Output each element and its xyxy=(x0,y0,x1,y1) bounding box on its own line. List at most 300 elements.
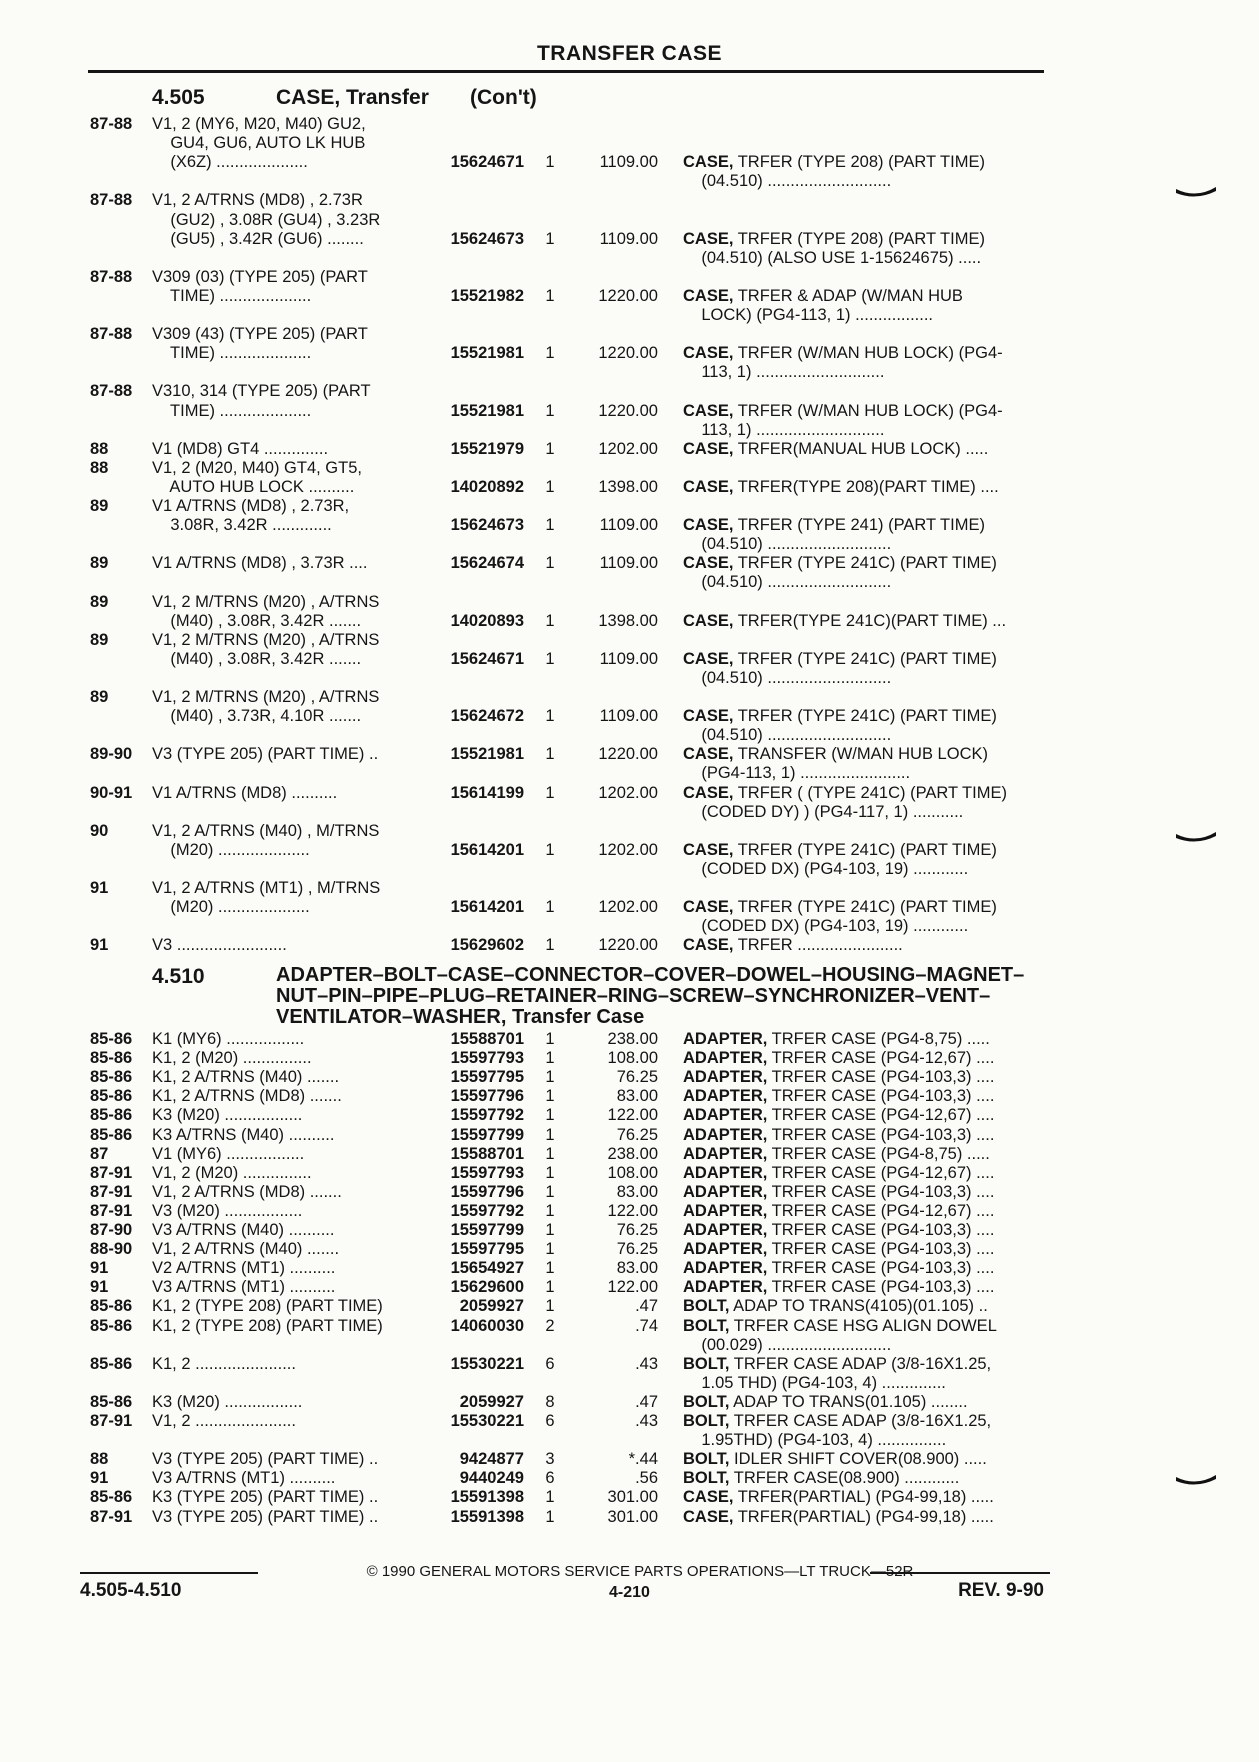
year-cell: 91 xyxy=(90,879,109,897)
year-cell: 85-86 xyxy=(90,1125,133,1144)
punch-mark-icon xyxy=(1176,830,1216,846)
part-name-detail: TRFER CASE (PG4-12,67) .... xyxy=(767,1106,995,1125)
part-name-detail: (04.510) (ALSO USE 1-15624675) ..... xyxy=(683,248,982,267)
part-number-cell: 15597796 xyxy=(450,1087,524,1106)
year-cell: 87-88 xyxy=(90,115,133,133)
part-name-keyword: ADAPTER, xyxy=(683,1259,768,1278)
description-cell: V310, 314 (TYPE 205) (PART xyxy=(152,382,371,401)
part-name-cell xyxy=(683,764,910,783)
description-cell: GU4, GU6, AUTO LK HUB xyxy=(152,134,366,153)
quantity-cell: 1 xyxy=(545,783,555,802)
year-cell: 85-86 xyxy=(90,1030,133,1048)
part-name-keyword: BOLT, xyxy=(683,1412,730,1430)
part-name-cell xyxy=(683,1450,987,1469)
quantity-cell: 1 xyxy=(545,1049,555,1068)
part-name-cell xyxy=(683,1374,946,1393)
part-name-detail: (04.510) ........................... xyxy=(683,668,892,687)
description-cell: K1, 2 ...................... xyxy=(152,1354,296,1373)
part-name-detail: TRFER CASE ADAP (3/8-16X1.25, xyxy=(729,1412,992,1430)
part-number-cell: 15624671 xyxy=(450,153,524,172)
part-name-keyword: CASE, xyxy=(683,649,734,668)
section-title: CASE, Transfer xyxy=(276,86,429,109)
part-name-keyword: BOLT, xyxy=(683,1450,730,1469)
part-name-keyword: CASE, xyxy=(683,898,734,917)
description-cell: K1, 2 (M20) ............... xyxy=(152,1049,312,1068)
part-name-keyword: ADAPTER, xyxy=(683,1221,768,1239)
quantity-cell: 1 xyxy=(545,516,555,535)
part-name-cell xyxy=(683,1469,959,1488)
quantity-cell: 1 xyxy=(545,649,555,668)
year-cell: 87-90 xyxy=(90,1221,133,1239)
part-number-cell: 15614201 xyxy=(450,840,524,859)
part-number-cell: 15614199 xyxy=(450,783,524,802)
price-cell: 1202.00 xyxy=(598,783,658,802)
price-cell: 1220.00 xyxy=(598,745,658,764)
price-cell: 1202.00 xyxy=(598,439,658,458)
part-name-cell xyxy=(683,1049,994,1068)
part-number-cell: 15624674 xyxy=(450,554,524,573)
description-cell: TIME) .................... xyxy=(152,344,312,363)
year-cell: 89 xyxy=(90,554,109,573)
part-name-cell xyxy=(683,841,997,860)
part-name-cell xyxy=(683,1278,994,1297)
part-name-keyword: CASE, xyxy=(683,477,734,496)
price-cell: 108.00 xyxy=(607,1049,658,1068)
price-cell: 122.00 xyxy=(607,1201,658,1220)
part-name-detail: TRFER (TYPE 241C) (PART TIME) xyxy=(733,898,997,917)
quantity-cell: 1 xyxy=(545,286,555,305)
part-name-detail: TRFER CASE (PG4-8,75) ..... xyxy=(767,1144,990,1163)
part-name-detail: TRFER CASE (PG4-12,67) .... xyxy=(767,1163,995,1182)
part-name-detail: TRFER CASE HSG ALIGN DOWEL xyxy=(729,1316,997,1335)
part-name-cell xyxy=(683,1355,991,1374)
part-name-cell xyxy=(683,1145,990,1164)
part-name-cell xyxy=(683,650,997,669)
description-cell: AUTO HUB LOCK .......... xyxy=(152,477,355,496)
footer-page-number: 4-210 xyxy=(609,1584,650,1601)
description-cell: V3 A/TRNS (MT1) .......... xyxy=(152,1469,336,1488)
punch-mark-icon xyxy=(1176,185,1216,201)
part-name-detail: TRFER ....................... xyxy=(733,936,903,955)
quantity-cell: 1 xyxy=(545,611,555,630)
part-name-detail: TRFER(TYPE 241C)(PART TIME) ... xyxy=(733,611,1007,630)
year-cell: 91 xyxy=(90,1469,109,1488)
part-name-keyword: BOLT, xyxy=(683,1354,730,1373)
part-number-cell: 15597799 xyxy=(450,1125,524,1144)
price-cell: 1398.00 xyxy=(598,477,658,496)
description-cell: V1, 2 A/TRNS (M40) , M/TRNS xyxy=(152,821,380,840)
price-cell: .74 xyxy=(635,1316,658,1335)
description-cell: K3 (M20) ................. xyxy=(152,1106,303,1125)
description-cell: V3 A/TRNS (MT1) .......... xyxy=(152,1278,336,1297)
part-name-cell xyxy=(683,1221,994,1240)
quantity-cell: 1 xyxy=(545,1068,555,1087)
description-cell: (M20) .................... xyxy=(152,898,310,917)
part-number-cell: 15521982 xyxy=(450,286,524,305)
description-cell: V1, 2 ...................... xyxy=(152,1412,296,1430)
part-name-detail: TRFER & ADAP (W/MAN HUB xyxy=(733,286,963,305)
part-name-cell xyxy=(683,1297,988,1316)
section-number: 4.505 xyxy=(152,86,205,109)
quantity-cell: 1 xyxy=(545,1182,555,1201)
price-cell: 83.00 xyxy=(616,1087,658,1106)
part-name-keyword: ADAPTER, xyxy=(683,1087,768,1106)
part-number-cell: 15629602 xyxy=(450,936,524,955)
part-name-detail: TRFER (TYPE 241C) (PART TIME) xyxy=(733,840,997,859)
price-cell: 1220.00 xyxy=(598,286,658,305)
quantity-cell: 1 xyxy=(545,840,555,859)
part-name-keyword: ADAPTER, xyxy=(683,1125,768,1144)
part-name-keyword: CASE, xyxy=(683,783,734,802)
description-cell: K1, 2 (TYPE 208) (PART TIME) xyxy=(152,1297,383,1316)
price-cell: 1109.00 xyxy=(599,153,658,172)
part-name-detail: (04.510) ........................... xyxy=(683,535,892,554)
quantity-cell: 6 xyxy=(545,1354,555,1373)
part-number-cell: 15591398 xyxy=(450,1488,524,1507)
part-number-cell: 14020893 xyxy=(450,611,524,630)
price-cell: 1109.00 xyxy=(599,229,658,248)
quantity-cell: 1 xyxy=(545,439,555,458)
year-cell: 89 xyxy=(90,688,109,706)
part-name-cell xyxy=(683,1164,994,1183)
part-name-detail: (04.510) ........................... xyxy=(683,573,892,592)
description-cell: (X6Z) .................... xyxy=(152,153,308,172)
part-name-cell xyxy=(683,745,988,764)
part-number-cell: 14020892 xyxy=(450,477,524,496)
year-cell: 87-88 xyxy=(90,382,133,401)
part-number-cell: 15597795 xyxy=(450,1068,524,1087)
quantity-cell: 1 xyxy=(545,344,555,363)
part-name-detail: TRFER CASE ADAP (3/8-16X1.25, xyxy=(729,1354,992,1373)
part-name-detail: TRFER CASE (PG4-12,67) .... xyxy=(767,1201,995,1220)
part-number-cell: 15530221 xyxy=(450,1412,524,1430)
part-name-cell xyxy=(683,1087,994,1106)
year-cell: 85-86 xyxy=(90,1354,133,1373)
part-name-cell xyxy=(683,1317,997,1336)
price-cell: 301.00 xyxy=(607,1507,658,1526)
part-name-cell xyxy=(683,803,963,822)
part-name-detail: TRFER (TYPE 241C) (PART TIME) xyxy=(733,554,997,573)
year-cell: 85-86 xyxy=(90,1488,133,1507)
part-name-cell xyxy=(683,669,891,688)
quantity-cell: 1 xyxy=(545,554,555,573)
part-name-detail: TRFER (W/MAN HUB LOCK) (PG4- xyxy=(733,344,1003,363)
quantity-cell: 1 xyxy=(545,1507,555,1526)
price-cell: 301.00 xyxy=(607,1488,658,1507)
section-title: ADAPTER–BOLT–CASE–CONNECTOR–COVER–DOWEL–HOUSING–MAGNET–NUT–PIN–PIPE–PLUG–RETAINER–RING–SCREW–SYNCHRONIZER–VENT–VENTILATOR–WASHER, Transfer Case xyxy=(276,964,1025,1028)
part-name-cell xyxy=(683,1488,994,1507)
part-name-detail: TRFER (TYPE 208) (PART TIME) xyxy=(733,229,985,248)
part-name-detail: (CODED DX) (PG4-103, 19) ............ xyxy=(683,859,969,878)
part-name-cell xyxy=(683,1412,991,1431)
year-cell: 89 xyxy=(90,630,109,649)
footer-copyright: © 1990 GENERAL MOTORS SERVICE PARTS OPERATIONS—LT TRUCK—52R xyxy=(366,1563,914,1580)
part-name-keyword: BOLT, xyxy=(683,1316,730,1335)
description-cell: V1, 2 A/TRNS (MD8) ....... xyxy=(152,1182,342,1201)
part-name-cell xyxy=(683,344,1003,363)
part-name-detail: TRFER(PARTIAL) (PG4-99,18) ..... xyxy=(733,1507,994,1526)
description-cell: V1, 2 M/TRNS (M20) , A/TRNS xyxy=(152,630,380,649)
quantity-cell: 1 xyxy=(545,1163,555,1182)
year-cell: 85-86 xyxy=(90,1087,133,1106)
price-cell: 1109.00 xyxy=(599,554,658,573)
part-name-detail: TRFER (TYPE 208) (PART TIME) xyxy=(733,153,985,172)
price-cell: 76.25 xyxy=(616,1125,658,1144)
quantity-cell: 1 xyxy=(545,229,555,248)
price-cell: .43 xyxy=(635,1412,658,1430)
year-cell: 87-88 xyxy=(90,325,133,344)
description-cell: (M20) .................... xyxy=(152,840,310,859)
part-name-cell xyxy=(683,917,968,936)
year-cell: 88 xyxy=(90,1450,109,1469)
description-cell: K3 A/TRNS (M40) .......... xyxy=(152,1125,335,1144)
part-name-cell xyxy=(683,554,997,573)
description-cell: V3 (TYPE 205) (PART TIME) .. xyxy=(152,745,379,764)
year-cell: 90-91 xyxy=(90,783,133,802)
part-name-detail: TRFER (TYPE 241C) (PART TIME) xyxy=(733,707,997,726)
part-number-cell: 15597792 xyxy=(450,1201,524,1220)
part-number-cell: 2059927 xyxy=(459,1392,524,1411)
description-cell: K1, 2 A/TRNS (M40) ....... xyxy=(152,1068,340,1087)
description-cell: V1 A/TRNS (MD8) .......... xyxy=(152,783,338,802)
part-name-keyword: CASE, xyxy=(683,516,734,535)
description-cell: V3 (TYPE 205) (PART TIME) .. xyxy=(152,1507,379,1526)
price-cell: 1109.00 xyxy=(599,707,658,726)
part-name-keyword: ADAPTER, xyxy=(683,1163,768,1182)
quantity-cell: 1 xyxy=(545,1278,555,1297)
description-cell: (M40) , 3.73R, 4.10R ....... xyxy=(152,707,362,726)
price-cell: 238.00 xyxy=(607,1144,658,1163)
part-name-cell xyxy=(683,707,997,726)
quantity-cell: 1 xyxy=(545,1030,555,1048)
year-cell: 89-90 xyxy=(90,745,133,764)
quantity-cell: 1 xyxy=(545,745,555,764)
part-name-cell xyxy=(683,612,1006,631)
price-cell: 83.00 xyxy=(616,1259,658,1278)
year-cell: 85-86 xyxy=(90,1049,133,1068)
part-name-detail: (04.510) ........................... xyxy=(683,726,892,745)
part-number-cell: 15597793 xyxy=(450,1163,524,1182)
part-name-detail: TRFER (TYPE 241) (PART TIME) xyxy=(733,516,985,535)
part-name-cell xyxy=(683,1068,994,1087)
part-name-cell xyxy=(683,1126,994,1145)
description-cell: V1, 2 (M20, M40) GT4, GT5, xyxy=(152,458,362,477)
part-name-cell xyxy=(683,516,985,535)
footer-rule-left xyxy=(80,1572,258,1574)
year-cell: 85-86 xyxy=(90,1392,133,1411)
section-suffix: (Con't) xyxy=(470,86,537,109)
part-name-cell xyxy=(683,1183,994,1202)
description-cell: V309 (03) (TYPE 205) (PART xyxy=(152,267,368,286)
part-number-cell: 15597793 xyxy=(450,1049,524,1068)
year-cell: 90 xyxy=(90,821,109,840)
part-name-detail: (PG4-113, 1) ........................ xyxy=(683,764,911,783)
description-cell: TIME) .................... xyxy=(152,286,312,305)
description-cell: V1 A/TRNS (MD8) , 2.73R, xyxy=(152,497,350,515)
year-cell: 87-91 xyxy=(90,1412,133,1430)
year-cell: 87-91 xyxy=(90,1163,133,1182)
description-cell: K1 (MY6) ................. xyxy=(152,1030,305,1048)
part-name-cell xyxy=(683,1240,994,1259)
part-name-detail: (CODED DY) ) (PG4-117, 1) ........... xyxy=(683,802,964,821)
description-cell: V1, 2 A/TRNS (MT1) , M/TRNS xyxy=(152,879,381,897)
quantity-cell: 1 xyxy=(545,707,555,726)
quantity-cell: 6 xyxy=(545,1469,555,1488)
part-number-cell: 15597799 xyxy=(450,1221,524,1239)
description-cell: V1, 2 (MY6, M20, M40) GU2, xyxy=(152,115,366,133)
part-name-cell xyxy=(683,784,1007,803)
part-name-keyword: BOLT, xyxy=(683,1297,730,1316)
part-name-keyword: ADAPTER, xyxy=(683,1030,768,1048)
year-cell: 85-86 xyxy=(90,1316,133,1335)
part-name-cell xyxy=(683,172,891,191)
price-cell: *.44 xyxy=(628,1450,658,1469)
price-cell: 1220.00 xyxy=(598,344,658,363)
part-name-keyword: CASE, xyxy=(683,401,734,420)
part-name-detail: TRFER(MANUAL HUB LOCK) ..... xyxy=(733,439,989,458)
year-cell: 88 xyxy=(90,439,109,458)
year-cell: 87-88 xyxy=(90,191,133,210)
part-number-cell: 9424877 xyxy=(459,1450,524,1469)
part-number-cell: 15629600 xyxy=(450,1278,524,1297)
year-cell: 87-91 xyxy=(90,1201,133,1220)
part-number-cell: 15591398 xyxy=(450,1507,524,1526)
section-number: 4.510 xyxy=(152,965,205,988)
part-name-detail: TRFER (W/MAN HUB LOCK) (PG4- xyxy=(733,401,1003,420)
price-cell: 122.00 xyxy=(607,1278,658,1297)
year-cell: 89 xyxy=(90,497,109,515)
part-name-keyword: CASE, xyxy=(683,439,734,458)
description-cell: (GU2) , 3.08R (GU4) , 3.23R xyxy=(152,210,381,229)
quantity-cell: 8 xyxy=(545,1392,555,1411)
part-name-detail: TRFER CASE (PG4-103,3) .... xyxy=(767,1221,995,1239)
part-name-detail: TRFER (TYPE 241C) (PART TIME) xyxy=(733,649,997,668)
description-cell: V1 (MD8) GT4 .............. xyxy=(152,439,329,458)
part-name-cell xyxy=(683,535,891,554)
part-name-detail: TRFER(TYPE 208)(PART TIME) .... xyxy=(733,477,999,496)
part-name-cell xyxy=(683,1202,994,1221)
quantity-cell: 1 xyxy=(545,153,555,172)
description-cell: K1, 2 (TYPE 208) (PART TIME) xyxy=(152,1316,383,1335)
part-name-keyword: CASE, xyxy=(683,229,734,248)
price-cell: .56 xyxy=(635,1469,658,1488)
description-cell: V1 (MY6) ................. xyxy=(152,1144,305,1163)
section-heading-4505 xyxy=(152,86,537,110)
description-cell: 3.08R, 3.42R ............. xyxy=(152,516,332,535)
quantity-cell: 1 xyxy=(545,1488,555,1507)
part-name-detail: TRANSFER (W/MAN HUB LOCK) xyxy=(733,745,988,764)
section-heading-4510 xyxy=(152,965,205,989)
part-name-detail: TRFER CASE (PG4-103,3) .... xyxy=(767,1278,995,1297)
description-cell: V1, 2 M/TRNS (M20) , A/TRNS xyxy=(152,592,380,611)
part-name-detail: ADAP TO TRANS(01.105) ........ xyxy=(729,1392,968,1411)
part-number-cell: 15614201 xyxy=(450,898,524,917)
header-rule xyxy=(88,70,1044,73)
description-cell: V1, 2 A/TRNS (M40) ....... xyxy=(152,1240,340,1259)
footer-revision: REV. 9-90 xyxy=(958,1580,1044,1601)
quantity-cell: 2 xyxy=(545,1316,555,1335)
quantity-cell: 1 xyxy=(545,401,555,420)
part-name-keyword: CASE, xyxy=(683,554,734,573)
quantity-cell: 1 xyxy=(545,1240,555,1259)
description-cell: K1, 2 A/TRNS (MD8) ....... xyxy=(152,1087,342,1106)
part-number-cell: 15521981 xyxy=(450,745,524,764)
part-name-cell xyxy=(683,1393,968,1412)
part-name-cell xyxy=(683,421,884,440)
part-name-cell xyxy=(683,402,1003,421)
price-cell: 76.25 xyxy=(616,1068,658,1087)
part-number-cell: 15624673 xyxy=(450,516,524,535)
description-cell: V3 (TYPE 205) (PART TIME) .. xyxy=(152,1450,379,1469)
part-name-detail: TRFER ( (TYPE 241C) (PART TIME) xyxy=(733,783,1007,802)
part-name-keyword: ADAPTER, xyxy=(683,1144,768,1163)
part-number-cell: 15588701 xyxy=(450,1030,524,1048)
part-number-cell: 15588701 xyxy=(450,1144,524,1163)
price-cell: 1398.00 xyxy=(598,611,658,630)
quantity-cell: 1 xyxy=(545,936,555,955)
part-name-detail: IDLER SHIFT COVER(08.900) ..... xyxy=(729,1450,987,1469)
part-name-keyword: ADAPTER, xyxy=(683,1106,768,1125)
price-cell: 1109.00 xyxy=(599,516,658,535)
part-number-cell: 15597792 xyxy=(450,1106,524,1125)
part-number-cell: 14060030 xyxy=(450,1316,524,1335)
part-number-cell: 15597796 xyxy=(450,1182,524,1201)
part-name-keyword: CASE, xyxy=(683,707,734,726)
year-cell: 85-86 xyxy=(90,1106,133,1125)
part-name-keyword: CASE, xyxy=(683,1488,734,1507)
part-name-cell xyxy=(683,573,891,592)
description-cell: V1, 2 A/TRNS (MD8) , 2.73R xyxy=(152,191,363,210)
quantity-cell: 1 xyxy=(545,477,555,496)
part-name-cell xyxy=(683,898,997,917)
part-number-cell: 2059927 xyxy=(459,1297,524,1316)
year-cell: 87-91 xyxy=(90,1182,133,1201)
part-name-detail: TRFER(PARTIAL) (PG4-99,18) ..... xyxy=(733,1488,994,1507)
part-name-keyword: BOLT, xyxy=(683,1392,730,1411)
part-number-cell: 9440249 xyxy=(459,1469,524,1488)
quantity-cell: 1 xyxy=(545,1221,555,1239)
part-name-cell xyxy=(683,1030,990,1049)
part-name-detail: TRFER CASE (PG4-103,3) .... xyxy=(767,1259,995,1278)
price-cell: 1202.00 xyxy=(598,898,658,917)
part-name-keyword: CASE, xyxy=(683,936,734,955)
year-cell: 88-90 xyxy=(90,1240,133,1259)
quantity-cell: 1 xyxy=(545,1087,555,1106)
part-name-cell xyxy=(683,1259,994,1278)
part-name-detail: 113, 1) ............................ xyxy=(683,420,885,439)
price-cell: .47 xyxy=(635,1392,658,1411)
part-name-detail: 1.05 THD) (PG4-103, 4) .............. xyxy=(683,1373,946,1392)
description-cell: V309 (43) (TYPE 205) (PART xyxy=(152,325,368,344)
year-cell: 87-88 xyxy=(90,267,133,286)
price-cell: 76.25 xyxy=(616,1221,658,1239)
page-title: TRANSFER CASE xyxy=(536,42,722,65)
part-name-cell xyxy=(683,306,933,325)
part-name-detail: (CODED DX) (PG4-103, 19) ............ xyxy=(683,917,969,936)
description-cell: V3 (M20) ................. xyxy=(152,1201,303,1220)
quantity-cell: 1 xyxy=(545,898,555,917)
part-name-keyword: ADAPTER, xyxy=(683,1240,768,1259)
part-name-detail: TRFER CASE (PG4-8,75) ..... xyxy=(767,1030,990,1048)
part-name-keyword: ADAPTER, xyxy=(683,1182,768,1201)
description-cell: (M40) , 3.08R, 3.42R ....... xyxy=(152,611,362,630)
part-name-keyword: ADAPTER, xyxy=(683,1278,768,1297)
price-cell: 1220.00 xyxy=(598,936,658,955)
year-cell: 85-86 xyxy=(90,1068,133,1087)
part-name-detail: TRFER CASE (PG4-103,3) .... xyxy=(767,1240,995,1259)
description-cell: V1 A/TRNS (MD8) , 3.73R .... xyxy=(152,554,368,573)
description-cell: K3 (M20) ................. xyxy=(152,1392,303,1411)
